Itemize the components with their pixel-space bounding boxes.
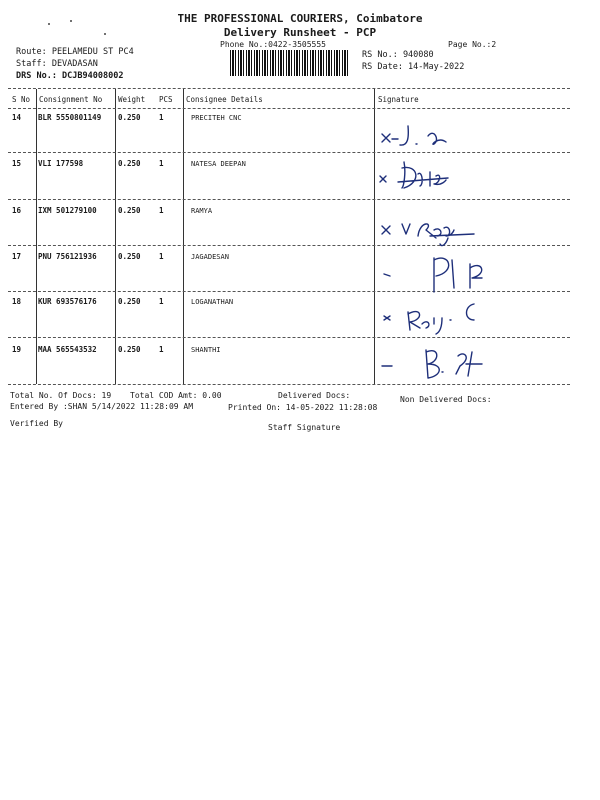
row-weight: 0.250 bbox=[118, 252, 141, 261]
row-consignee: RAMYA bbox=[191, 207, 213, 215]
row-sno: 17 bbox=[12, 252, 22, 261]
row-consignee: SHANTHI bbox=[191, 346, 221, 354]
row-sno: 18 bbox=[12, 297, 22, 306]
column-header: Weight bbox=[118, 95, 146, 104]
row-sno: 16 bbox=[12, 206, 22, 215]
row-pcs: 1 bbox=[159, 297, 164, 306]
row-pcs: 1 bbox=[159, 113, 164, 122]
row-pcs: 1 bbox=[159, 206, 164, 215]
row-consignment: IXM 501279100 bbox=[38, 206, 97, 215]
column-header: Consignment No bbox=[39, 95, 103, 104]
signature-16 bbox=[382, 224, 474, 246]
row-consignment: BLR 5550801149 bbox=[38, 113, 102, 122]
row-weight: 0.250 bbox=[118, 159, 141, 168]
row-consignment: PNU 756121936 bbox=[38, 252, 97, 261]
page-number: Page No.:2 bbox=[448, 40, 497, 49]
signature-14 bbox=[382, 126, 446, 145]
signature-19 bbox=[382, 350, 482, 378]
company-name: THE PROFESSIONAL COURIERS, Coimbatore bbox=[177, 12, 423, 25]
row-consignee: NATESA DEEPAN bbox=[191, 160, 246, 168]
header-rule bbox=[8, 108, 570, 109]
rs-number: RS No.: 940080 bbox=[362, 50, 434, 60]
column-header: S No bbox=[12, 95, 31, 104]
column-divider bbox=[374, 89, 375, 384]
route-label: Route: PEELAMEDU ST PC4 bbox=[16, 47, 134, 57]
row-sno: 19 bbox=[12, 345, 22, 354]
row-pcs: 1 bbox=[159, 252, 164, 261]
total-docs: Total No. Of Docs: 19 bbox=[10, 391, 112, 400]
row-weight: 0.250 bbox=[118, 297, 141, 306]
row-pcs: 1 bbox=[159, 345, 164, 354]
row-weight: 0.250 bbox=[118, 345, 141, 354]
column-header: PCS bbox=[159, 95, 173, 104]
row-weight: 0.250 bbox=[118, 113, 141, 122]
rs-date: RS Date: 14-May-2022 bbox=[362, 62, 465, 72]
row-consignment: KUR 693576176 bbox=[38, 297, 97, 306]
delivered-docs: Delivered Docs: bbox=[278, 391, 351, 400]
row-pcs: 1 bbox=[159, 159, 164, 168]
column-divider bbox=[115, 89, 116, 384]
signature-17 bbox=[384, 258, 482, 292]
row-consignment: MAA 565543532 bbox=[38, 345, 97, 354]
column-header: Consignee Details bbox=[186, 95, 263, 104]
column-divider bbox=[36, 89, 37, 384]
row-sno: 15 bbox=[12, 159, 22, 168]
document-title: Delivery Runsheet - PCP bbox=[223, 26, 377, 39]
column-header: Signature bbox=[378, 95, 419, 104]
signature-15 bbox=[380, 162, 448, 188]
row-consignment: VLI 177598 bbox=[38, 159, 84, 168]
column-divider bbox=[183, 89, 184, 384]
row-consignee: LOGANATHAN bbox=[191, 298, 234, 306]
row-consignee: JAGADESAN bbox=[191, 253, 229, 261]
barcode bbox=[230, 50, 350, 76]
drs-number: DRS No.: DCJB94008002 bbox=[16, 71, 124, 81]
table-top-rule bbox=[8, 88, 570, 89]
staff-label: Staff: DEVADASAN bbox=[16, 59, 98, 69]
printed-on: Printed On: 14-05-2022 11:28:08 bbox=[228, 403, 378, 412]
verified-by: Verified By bbox=[10, 419, 63, 428]
row-sno: 14 bbox=[12, 113, 22, 122]
signature-scribbles bbox=[378, 112, 568, 382]
staff-signature: Staff Signature bbox=[268, 423, 341, 432]
row-weight: 0.250 bbox=[118, 206, 141, 215]
table-bottom-rule bbox=[8, 384, 570, 385]
total-cod: Total COD Amt: 0.00 bbox=[130, 391, 222, 400]
phone-number: Phone No.:0422-3505555 bbox=[220, 40, 326, 49]
non-delivered-docs: Non Delivered Docs: bbox=[400, 395, 492, 404]
row-consignee: PRECITEH CNC bbox=[191, 114, 242, 122]
entered-by: Entered By :SHAN 5/14/2022 11:28:09 AM bbox=[10, 402, 194, 411]
signature-18 bbox=[384, 304, 474, 334]
